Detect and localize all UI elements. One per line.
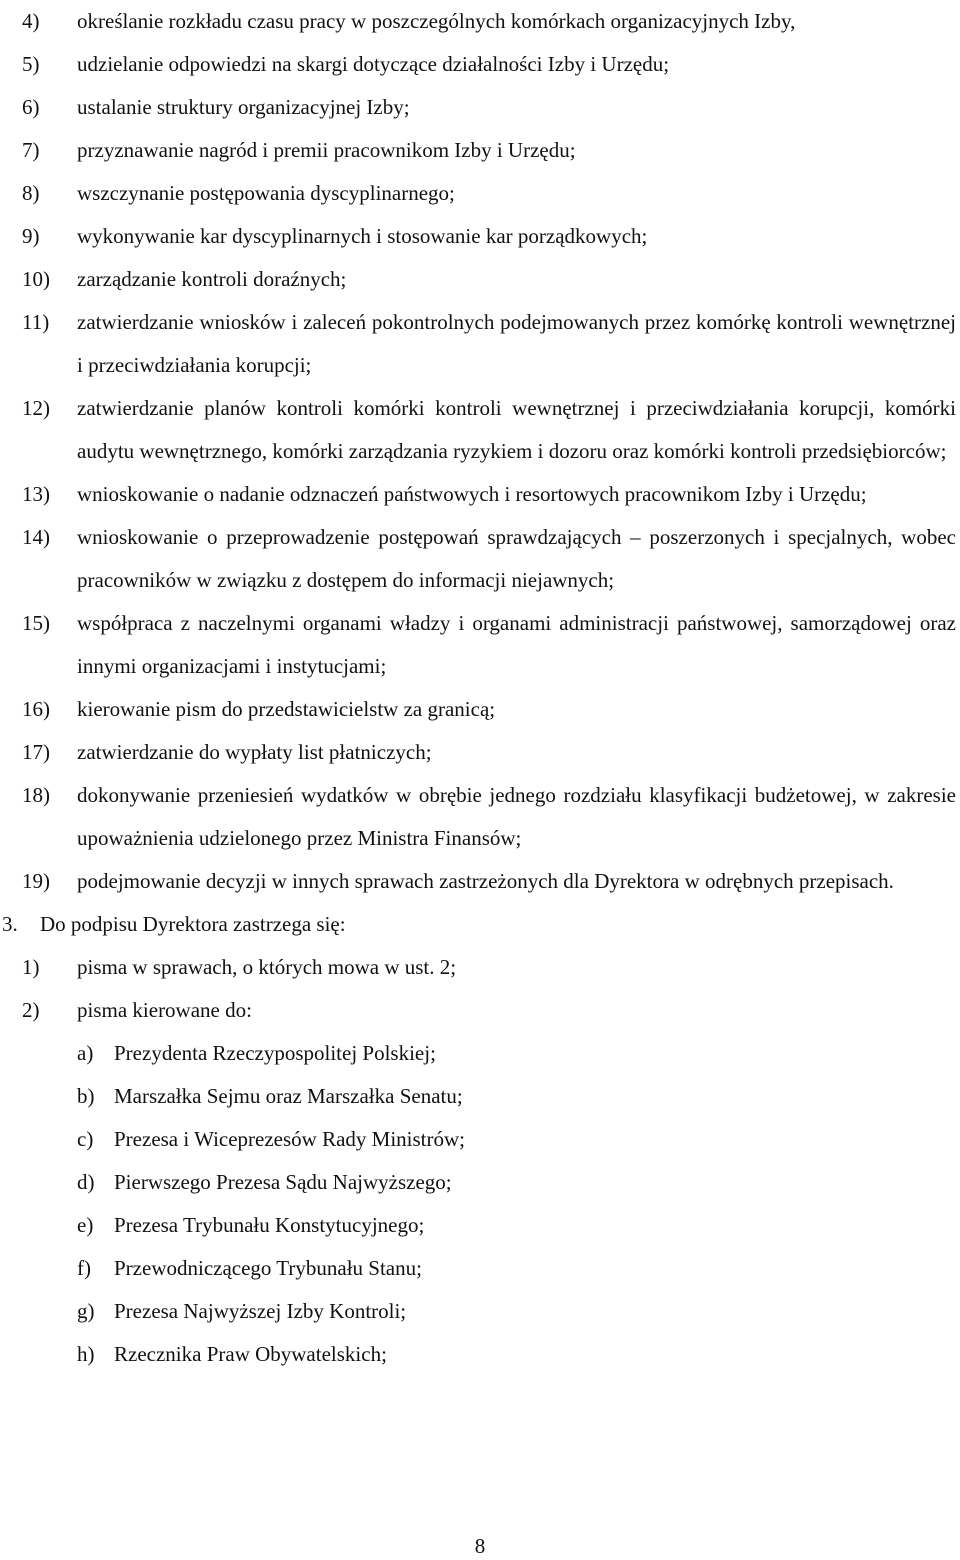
item-number: 2) bbox=[22, 998, 40, 1022]
item-text: podejmowanie decyzji w innych sprawach zastrzeżonych dla Dyrektora w odrębnych przepisach. bbox=[77, 869, 894, 893]
subitem-text: Prezesa Najwyższej Izby Kontroli; bbox=[114, 1299, 407, 1323]
subitem-letter: c) bbox=[77, 1127, 94, 1151]
item-number: 5) bbox=[22, 52, 40, 76]
list-item bbox=[0, 258, 960, 301]
subitem-letter: g) bbox=[77, 1299, 95, 1323]
list-item bbox=[0, 129, 960, 172]
list-item bbox=[0, 0, 960, 43]
subitem-text: Pierwszego Prezesa Sądu Najwyższego; bbox=[114, 1170, 452, 1194]
item-text: pisma kierowane do: bbox=[77, 998, 252, 1022]
item-number: 6) bbox=[22, 95, 40, 119]
item-number: 9) bbox=[22, 224, 40, 248]
list-item bbox=[0, 860, 960, 903]
item-number: 10) bbox=[22, 267, 50, 291]
item-number: 7) bbox=[22, 138, 40, 162]
item-text: wykonywanie kar dyscyplinarnych i stosowanie kar porządkowych; bbox=[77, 224, 648, 248]
sub-list-item bbox=[0, 1161, 960, 1204]
sub-list-item bbox=[0, 1333, 960, 1376]
item-text: pisma w sprawach, o których mowa w ust. 2; bbox=[77, 955, 457, 979]
item-number: 11) bbox=[22, 310, 50, 334]
section-heading bbox=[0, 903, 960, 946]
sub-list-item bbox=[0, 1032, 960, 1075]
item-text: przyznawanie nagród i premii pracownikom Izby i Urzędu; bbox=[77, 138, 576, 162]
list-item bbox=[0, 473, 960, 516]
sub-list-item bbox=[0, 1075, 960, 1118]
subitem-text: Prezydenta Rzeczypospolitej Polskiej; bbox=[114, 1041, 436, 1065]
subitem-letter: e) bbox=[77, 1213, 94, 1237]
item-text: wnioskowanie o nadanie odznaczeń państwowych i resortowych pracownikom Izby i Urzędu; bbox=[77, 482, 867, 506]
subitem-letter: f) bbox=[77, 1256, 91, 1280]
item-text: zatwierdzanie do wypłaty list płatniczych; bbox=[77, 740, 432, 764]
item-number: 1) bbox=[22, 955, 40, 979]
section-number: 3. bbox=[2, 912, 18, 936]
list-item bbox=[0, 387, 960, 473]
subitem-letter: d) bbox=[77, 1170, 95, 1194]
list-item bbox=[0, 43, 960, 86]
item-text: udzielanie odpowiedzi na skargi dotyczące działalności Izby i Urzędu; bbox=[77, 52, 670, 76]
subitem-letter: h) bbox=[77, 1342, 95, 1366]
list-item bbox=[0, 215, 960, 258]
item-number: 13) bbox=[22, 482, 50, 506]
list-item bbox=[0, 731, 960, 774]
sub-list-item bbox=[0, 1247, 960, 1290]
item-text: kierowanie pism do przedstawicielstw za granicą; bbox=[77, 697, 496, 721]
item-number: 16) bbox=[22, 697, 50, 721]
section-text: Do podpisu Dyrektora zastrzega się: bbox=[40, 912, 346, 936]
item-number: 8) bbox=[22, 181, 40, 205]
item-text: współpraca z naczelnymi organami władzy i organami administracji państwowej, samorządowej oraz innymi organizacjami i instytucjami; bbox=[77, 611, 956, 678]
subitem-text: Przewodniczącego Trybunału Stanu; bbox=[114, 1256, 422, 1280]
item-number: 15) bbox=[22, 611, 50, 635]
list-item bbox=[0, 516, 960, 602]
page-number: 8 bbox=[474, 1534, 486, 1558]
item-number: 12) bbox=[22, 396, 50, 420]
sub-list-item bbox=[0, 1204, 960, 1247]
subitem-text: Prezesa Trybunału Konstytucyjnego; bbox=[114, 1213, 425, 1237]
subitem-letter: b) bbox=[77, 1084, 95, 1108]
subitem-letter: a) bbox=[77, 1041, 94, 1065]
list-item bbox=[0, 774, 960, 860]
subitem-text: Rzecznika Praw Obywatelskich; bbox=[114, 1342, 387, 1366]
item-number: 18) bbox=[22, 783, 50, 807]
item-text: zarządzanie kontroli doraźnych; bbox=[77, 267, 347, 291]
subitem-text: Prezesa i Wiceprezesów Rady Ministrów; bbox=[114, 1127, 466, 1151]
list-item bbox=[0, 688, 960, 731]
sub-list-item bbox=[0, 1290, 960, 1333]
item-text: wszczynanie postępowania dyscyplinarnego; bbox=[77, 181, 455, 205]
list-item bbox=[0, 301, 960, 387]
item-text: ustalanie struktury organizacyjnej Izby; bbox=[77, 95, 410, 119]
list-item bbox=[0, 86, 960, 129]
list-item bbox=[0, 602, 960, 688]
item-number: 19) bbox=[22, 869, 50, 893]
list-item bbox=[0, 946, 960, 989]
item-text: dokonywanie przeniesień wydatków w obrębie jednego rozdziału klasyfikacji budżetowej, w zakresie upoważnienia udzielonego przez Ministra Finansów; bbox=[77, 783, 956, 850]
item-text: zatwierdzanie planów kontroli komórki kontroli wewnętrznej i przeciwdziałania korupcji, komórki audytu wewnętrznego, komórki zarządzania ryzykiem i dozoru oraz komórki kontroli przedsiębiorców; bbox=[77, 396, 956, 463]
item-number: 17) bbox=[22, 740, 50, 764]
item-number: 14) bbox=[22, 525, 50, 549]
sub-list-item bbox=[0, 1118, 960, 1161]
item-number: 4) bbox=[22, 9, 40, 33]
list-item bbox=[0, 989, 960, 1032]
subitem-text: Marszałka Sejmu oraz Marszałka Senatu; bbox=[114, 1084, 463, 1108]
item-text: zatwierdzanie wniosków i zaleceń pokontrolnych podejmowanych przez komórkę kontroli wewnętrznej i przeciwdziałania korupcji; bbox=[77, 310, 956, 377]
item-text: wnioskowanie o przeprowadzenie postępowań sprawdzających – poszerzonych i specjalnych, wobec pracowników w związku z dostępem do informacji niejawnych; bbox=[77, 525, 956, 592]
item-text: określanie rozkładu czasu pracy w poszczególnych komórkach organizacyjnych Izby, bbox=[77, 9, 796, 33]
list-item bbox=[0, 172, 960, 215]
